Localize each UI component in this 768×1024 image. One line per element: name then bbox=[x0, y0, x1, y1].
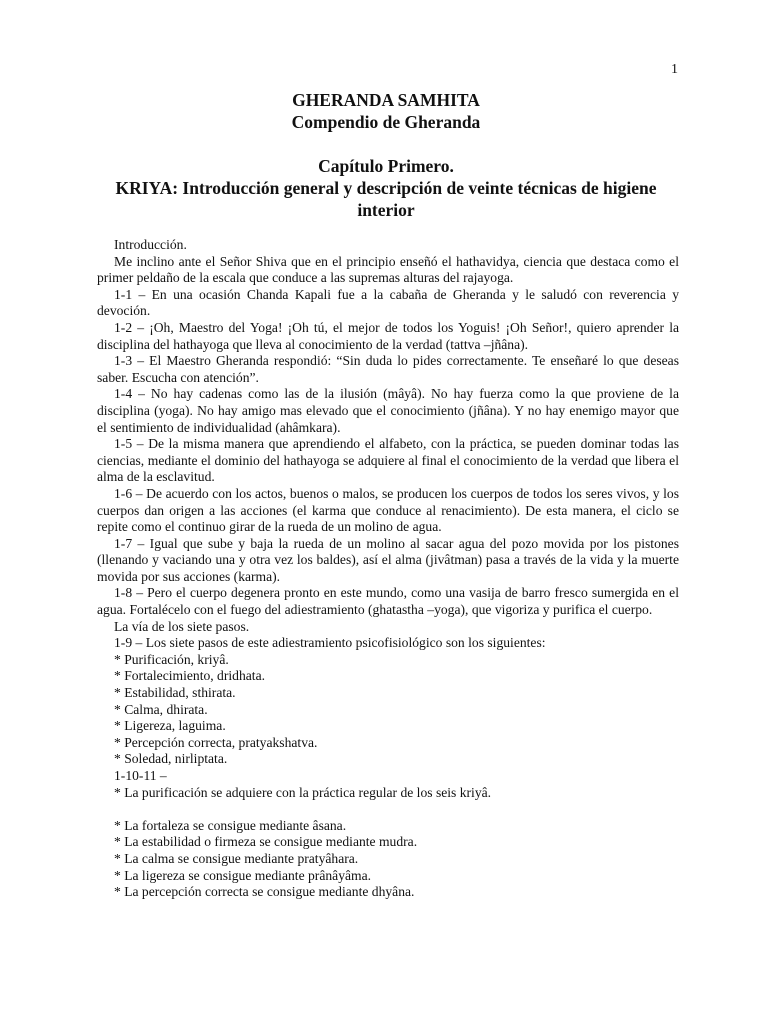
list-item: * Estabilidad, sthirata. bbox=[114, 685, 236, 701]
paragraph: 1-8 – Pero el cuerpo degenera pronto en este mundo, como una vasija de barro fresco sumergida en el agua. Fortalécelo con el fuego del adiestramiento (ghatastha –yoga), que vigoriza y purifica el cuerpo. bbox=[97, 585, 679, 618]
paragraph: 1-5 – De la misma manera que aprendiendo el alfabeto, con la práctica, se pueden dominar todas las ciencias, mediante el dominio del hathayoga se adquiere al final el conocimiento de la verdad que libera el alma de la esclavitud. bbox=[97, 436, 679, 485]
book-subtitle: Compendio de Gheranda bbox=[291, 112, 481, 132]
list-item: * Percepción correcta, pratyakshatva. bbox=[114, 734, 318, 750]
paragraph: Introducción. bbox=[114, 237, 187, 252]
page-number: 1 bbox=[671, 62, 678, 77]
paragraph: 1-7 – Igual que sube y baja la rueda de un molino al sacar agua del pozo movida por los pistones (llenando y vaciando una y otra vez los baldes), así el alma (jivâtman) pasa a través de la vida y la muerte movida por sus acciones (karma). bbox=[97, 535, 679, 584]
list-item: * Soledad, nirliptata. bbox=[114, 751, 228, 767]
paragraph: 1-2 – ¡Oh, Maestro del Yoga! ¡Oh tú, el mejor de todos los Yoguis! ¡Oh Señor!, quiero aprender la disciplina del hathayoga que lleva al conocimiento de la verdad (tattva –jñâna). bbox=[97, 319, 679, 352]
chapter-subtitle: KRIYA: Introducción general y descripción de veinte técnicas de higiene interior bbox=[115, 178, 657, 220]
paragraph: 1-6 – De acuerdo con los actos, buenos o malos, se producen los cuerpos de todos los seres vivos, y los cuerpos dan origen a las acciones (el karma que conduce al renacimiento). De esta manera, el ciclo se repite como el continuo girar de la rueda de un molino de agua. bbox=[97, 485, 679, 535]
list-item: * Ligereza, laguima. bbox=[114, 718, 226, 734]
paragraph: 1-9 – Los siete pasos de este adiestramiento psicofisiológico son los siguientes: bbox=[114, 635, 546, 651]
book-title: GHERANDA SAMHITA bbox=[292, 90, 480, 110]
list-item: * Purificación, kriyâ. bbox=[114, 651, 229, 667]
paragraph: 1-1 – En una ocasión Chanda Kapali fue a la cabaña de Gheranda y le saludó con reverencia y devoción. bbox=[97, 286, 679, 319]
list-item: * Fortalecimiento, dridhata. bbox=[114, 668, 265, 684]
list-item: * La purificación se adquiere con la práctica regular de los seis kriyâ. bbox=[114, 784, 492, 800]
chapter-title: Capítulo Primero. bbox=[318, 156, 454, 176]
list-item: * La calma se consigue mediante pratyâhara. bbox=[114, 850, 359, 866]
list-item: * La percepción correcta se consigue mediante dhyâna. bbox=[114, 884, 415, 900]
paragraph: Me inclino ante el Señor Shiva que en el principio enseñó el hathavidya, ciencia que destaca como el primer peldaño de la escala que conduce a las supremas alturas del rajayoga. bbox=[97, 253, 679, 286]
title-block bbox=[96, 89, 676, 221]
blank-line bbox=[97, 801, 679, 818]
list-item: * La ligereza se consigue mediante prânâyâma. bbox=[114, 867, 372, 883]
list-item: * La fortaleza se consigue mediante âsana. bbox=[114, 817, 347, 833]
paragraph: 1-4 – No hay cadenas como las de la ilusión (mâyâ). No hay fuerza como la que proviene de la disciplina (yoga). No hay amigo mas elevado que el conocimiento (jñâna). Y no hay enemigo mayor que el sentimiento de individualidad (ahâmkara). bbox=[97, 386, 679, 435]
section-heading: La vía de los siete pasos. bbox=[114, 618, 250, 634]
title-gap bbox=[96, 133, 676, 155]
list-item: * Calma, dhirata. bbox=[114, 701, 208, 717]
body-text bbox=[97, 237, 679, 901]
verse-number: 1-10-11 – bbox=[114, 768, 167, 783]
paragraph: 1-3 – El Maestro Gheranda respondió: “Sin duda lo pides correctamente. Te enseñaré lo que deseas saber. Escucha con atención”. bbox=[97, 353, 679, 385]
list-item: * La estabilidad o firmeza se consigue mediante mudra. bbox=[114, 834, 418, 850]
